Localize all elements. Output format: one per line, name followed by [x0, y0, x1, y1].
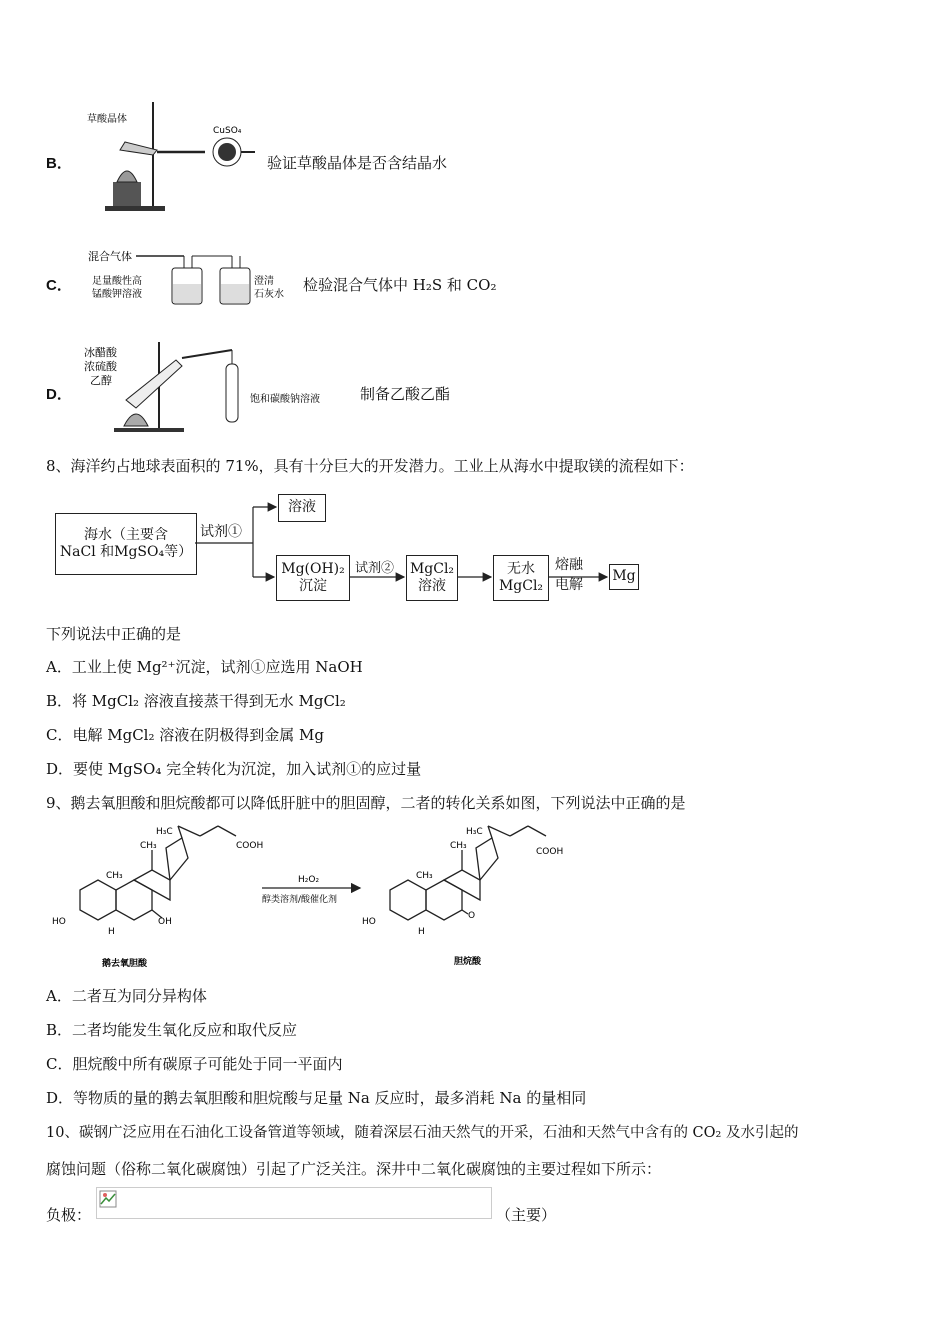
apparatus-c-label-kmno4-2: 锰酸钾溶液 — [92, 289, 142, 300]
apparatus-c-label-kmno4-1: 足量酸性高 — [92, 276, 142, 287]
right-ho-label: HO — [362, 917, 376, 927]
flow-mgoh2-line2: 沉淀 — [299, 578, 327, 594]
flow-seawater-line1: 海水（主要含 — [84, 526, 168, 543]
broken-image-icon — [99, 1190, 117, 1208]
q10-stem-line2: 腐蚀问题（俗称二氧化碳腐蚀）引起了广泛关注。深井中二氧化碳腐蚀的主要过程如下所示： — [46, 1160, 662, 1178]
q10-stem-line1: 10、碳钢广泛应用在石油化工设备管道等领域，随着深层石油天然气的开采，石油和天然气中含有的 CO₂ 及水引起的 — [46, 1125, 799, 1141]
left-h3c-label: H₃C — [156, 827, 173, 837]
left-ch3-lower-label: CH₃ — [106, 871, 123, 881]
apparatus-c-label-limewater-1: 澄清 — [254, 276, 274, 287]
q7-option-d-text: 制备乙酸乙酯 — [360, 385, 451, 403]
reaction-condition: 醇类溶剂/酸催化剂 — [262, 895, 338, 905]
apparatus-b-label-oxalic: 草酸晶体 — [87, 114, 127, 125]
q8-option-c: C．电解 MgCl₂ 溶液在阴极得到金属 Mg — [46, 726, 324, 744]
q7-option-b-letter: B． — [46, 155, 72, 172]
flow-electrolysis-text: 电解 — [555, 576, 583, 593]
apparatus-b-figure — [87, 100, 255, 215]
q9-option-c: C．胆烷酸中所有碳原子可能处于同一平面内 — [46, 1055, 343, 1073]
q9-reaction-scheme — [50, 818, 590, 976]
q8-option-b: B．将 MgCl₂ 溶液直接蒸干得到无水 MgCl₂ — [46, 692, 346, 710]
right-compound-name: 胆烷酸 — [454, 957, 482, 967]
q10-main-note: （主要） — [496, 1206, 557, 1224]
q7-option-c-letter: C． — [46, 277, 72, 294]
left-ho-label: HO — [52, 917, 66, 927]
q9-stem: 9、鹅去氧胆酸和胆烷酸都可以降低肝脏中的胆固醇，二者的转化关系如图，下列说法中正确的是 — [46, 794, 686, 812]
right-h3c-label: H₃C — [466, 827, 483, 837]
flow-mgoh2-line1: Mg(OH)₂ — [281, 560, 345, 577]
right-cooh-label: COOH — [536, 847, 564, 857]
cholanic-acid-structure — [390, 826, 546, 920]
flow-solution-box: 溶液 — [278, 494, 326, 522]
apparatus-d-label-acid: 冰醋酸 — [84, 346, 117, 359]
right-h-label: H — [418, 927, 425, 937]
flow-reagent2-label: 试剂② — [355, 561, 395, 576]
flow-melt-text: 熔融 — [555, 557, 583, 573]
apparatus-c-label-gas: 混合气体 — [88, 250, 132, 263]
apparatus-c-label-limewater-2: 石灰水 — [254, 289, 284, 300]
flow-reagent1-label: 试剂① — [200, 524, 242, 540]
flow-seawater-line2: NaCl 和MgSO₄等） — [59, 544, 193, 560]
right-ketone-o-label: O — [468, 911, 476, 921]
q7-option-b-text: 验证草酸晶体是否含结晶水 — [267, 154, 448, 172]
q10-broken-image-placeholder — [96, 1187, 492, 1219]
reaction-reagent-h2o2: H₂O₂ — [298, 875, 320, 885]
left-compound-name: 鹅去氧胆酸 — [102, 959, 148, 969]
q8-stem: 8、海洋约占地球表面积的 71%，具有十分巨大的开发潜力。工业上从海水中提取镁的流程如下： — [46, 457, 694, 475]
q8-option-d: D．要使 MgSO₄ 完全转化为沉淀，加入试剂①的应过量 — [46, 760, 422, 778]
q9-option-b: B．二者均能发生氧化反应和取代反应 — [46, 1021, 298, 1039]
left-oh-label: OH — [158, 917, 172, 927]
flow-mg-box: Mg — [609, 564, 639, 590]
flow-anhydrous-line2: MgCl₂ — [498, 578, 544, 594]
apparatus-d-label-sulfuric: 浓硫酸 — [84, 360, 117, 373]
apparatus-c-figure — [88, 246, 293, 308]
q9-option-d: D．等物质的量的鹅去氧胆酸和胆烷酸与足量 Na 反应时，最多消耗 Na 的量相同 — [46, 1089, 587, 1107]
q7-option-c-text: 检验混合气体中 H₂S 和 CO₂ — [303, 276, 497, 294]
chenodeoxycholic-acid-structure — [80, 826, 236, 920]
q8-option-a: A．工业上使 Mg²⁺沉淀，试剂①应选用 NaOH — [46, 658, 363, 676]
apparatus-d-label-ethanol: 乙醇 — [90, 374, 112, 387]
left-ch3-upper-label: CH₃ — [140, 841, 157, 851]
apparatus-b-label-cuso4: CuSO₄ — [213, 126, 242, 136]
flow-anhydrous-line1: 无水 — [507, 560, 535, 577]
flow-seawater-box — [55, 513, 197, 575]
q8-prompt: 下列说法中正确的是 — [46, 625, 182, 643]
left-cooh-label: COOH — [236, 841, 264, 851]
q10-negative-electrode-label: 负极： — [46, 1206, 92, 1224]
q9-option-a: A．二者互为同分异构体 — [46, 987, 207, 1005]
apparatus-d-figure — [84, 340, 340, 435]
flow-mgcl2-line2: 溶液 — [418, 578, 446, 594]
left-h-label: H — [108, 927, 115, 937]
q7-option-d-letter: D． — [46, 386, 72, 403]
apparatus-d-label-na2co3: 饱和碳酸钠溶液 — [250, 394, 320, 405]
right-ch3-upper-label: CH₃ — [450, 841, 467, 851]
flow-arrows — [195, 495, 615, 595]
right-ch3-lower-label: CH₃ — [416, 871, 433, 881]
flow-mgcl2-line1: MgCl₂ — [409, 560, 455, 577]
